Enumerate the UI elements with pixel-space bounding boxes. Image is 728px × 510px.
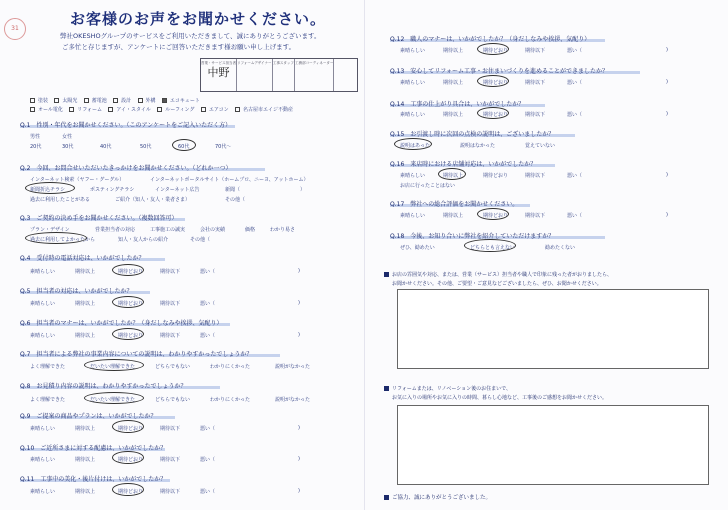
staff-table <box>200 58 358 92</box>
checkbox[interactable] <box>235 107 240 112</box>
option[interactable]: 悪い（ <box>200 489 216 495</box>
option[interactable]: 素晴らしい <box>30 489 56 495</box>
option[interactable]: その他（ <box>190 237 211 243</box>
option-selected[interactable]: 期待どおり <box>118 269 144 275</box>
option[interactable]: 70代～ <box>215 144 232 150</box>
intro-line-1: 弊社OKESHOグループのサービスをご利用いただきまして、誠にありがとうございます。 <box>60 32 321 40</box>
option-selected[interactable]: 期待どおり <box>483 112 509 118</box>
option[interactable]: 期待以下 <box>525 80 546 86</box>
question-q10: Q.10 ご近所さまに対する配慮は、いかがでしたか？ <box>20 445 167 452</box>
question-q2: Q.2 今回、お問合せいただいたきっかけをお聞かせください。（どれか一つ） <box>20 165 232 172</box>
option[interactable]: 過去に利用したことがある <box>30 197 91 203</box>
staff-cell-sales: 営業・サービス担当者 中野 <box>201 59 237 91</box>
question-q6: Q.6 担当者のマナーは、いかがでしたか？（身だしなみや挨拶、気配り） <box>20 320 223 327</box>
option[interactable]: 新聞（ <box>225 187 241 193</box>
checkbox[interactable] <box>84 98 89 103</box>
option[interactable]: ぜひ、勧めたい <box>400 245 435 251</box>
option[interactable]: 悪い（ <box>567 48 583 54</box>
option-selected[interactable]: 過去に利用してよかったから <box>30 237 96 243</box>
checkbox[interactable] <box>54 98 59 103</box>
question-q13: Q.13 安心してリフォーム工事・お住まいづくりを進めることができましたか？ <box>390 68 608 75</box>
checkbox[interactable] <box>108 107 113 112</box>
option[interactable]: 営業担当者の対応 <box>95 227 136 233</box>
option[interactable]: 素晴らしい <box>30 457 56 463</box>
intro-line-2: ご多忙と存じますが、アンケートにご回答いただきます様お願い申し上げます。 <box>62 43 296 51</box>
option[interactable]: お店に行ったことはない <box>400 183 456 189</box>
option[interactable]: 悪い（ <box>200 333 216 339</box>
option[interactable]: 期待以下 <box>525 112 546 118</box>
answer-circle <box>477 75 509 87</box>
comment-1-box[interactable] <box>397 289 709 369</box>
option-selected[interactable]: 期待どおり <box>118 457 144 463</box>
checkbox[interactable] <box>113 98 118 103</box>
option[interactable]: 素晴らしい <box>30 301 56 307</box>
bullet-icon <box>384 272 389 277</box>
option[interactable]: どちらでもない <box>155 364 190 370</box>
option[interactable]: 期待以下 <box>160 301 181 307</box>
option[interactable]: 素晴らしい <box>30 269 56 275</box>
option[interactable]: 悪い（ <box>200 301 216 307</box>
option[interactable]: 期待以上 <box>443 213 464 219</box>
option[interactable]: 素晴らしい <box>400 80 426 86</box>
answer-circle <box>112 451 144 464</box>
question-q3: Q.3 ご契約の決め手をお聞かせください。（複数回答可） <box>20 215 178 222</box>
comment-1-subheading: お聞かせください。その他、ご要望・ご意見などございましたら、ぜひ、お聞かせください。 <box>392 281 602 287</box>
comment-2-subheading: お気に入りの場所やお気に入りの時間、暮らし心地など、工事後のご感想をお聞かせください。 <box>392 395 608 401</box>
question-q7: Q.7 担当者による弊社の事業内容についての説明は、わかりやすかったでしょうか？ <box>20 351 253 358</box>
question-q12: Q.12 職人のマナーは、いかがでしたか？（身だしなみや挨拶、気配り） <box>390 36 591 43</box>
option-selected[interactable]: 期待どおり <box>483 213 509 219</box>
option[interactable]: 悪い（ <box>567 112 583 118</box>
option[interactable]: その他（ <box>225 197 246 203</box>
page-title: お客様のお声をお聞かせください。 <box>70 10 327 28</box>
option[interactable]: わかりにくかった <box>210 364 251 370</box>
option-selected[interactable]: 期待以上 <box>443 173 464 179</box>
checkbox[interactable] <box>30 98 35 103</box>
option[interactable]: よく理解できた <box>30 397 66 403</box>
option[interactable]: プラン・デザイン <box>30 227 70 233</box>
option[interactable]: 悪い（ <box>567 80 583 86</box>
checkbox[interactable] <box>30 107 35 112</box>
closing-message: ご協力、誠にありがとうございました。 <box>384 493 491 501</box>
comment-2-heading: リフォームまたは、リノベーション後のお住まいで、 <box>384 385 511 392</box>
paren-close: ) <box>666 79 668 85</box>
option[interactable]: 覚えていない <box>525 143 556 149</box>
option[interactable]: 期待以上 <box>75 426 96 432</box>
staff-cell-extra <box>334 59 357 91</box>
option[interactable]: わかり易さ <box>270 227 296 233</box>
paren-close: ) <box>298 300 300 306</box>
option[interactable]: 悪い（ <box>200 269 216 275</box>
option[interactable]: 素晴らしい <box>30 426 56 432</box>
paren-close: ) <box>666 111 668 117</box>
option[interactable]: 期待以上 <box>443 80 464 86</box>
option[interactable]: 期待以下 <box>160 269 181 275</box>
option[interactable]: 期待以下 <box>160 426 181 432</box>
paren-close: ) <box>298 332 300 338</box>
option[interactable]: インターネット検索（ヤフー・グーグル） <box>30 177 125 183</box>
option[interactable]: 悪い（ <box>567 173 583 179</box>
staff-cell-designer: リフォームデザイナー <box>237 59 273 91</box>
option-selected[interactable]: 期待どおり <box>118 301 144 307</box>
answer-circle <box>112 264 144 276</box>
staff-cell-construction: 工事スタッフ <box>273 59 296 91</box>
option[interactable]: インターネットポータルサイト（ホームプロ、ニーヨ、アットホーム） <box>150 177 309 183</box>
option[interactable]: 期待以下 <box>160 457 181 463</box>
option-selected[interactable]: 期待どおり <box>118 333 144 339</box>
bullet-icon <box>384 386 389 391</box>
option[interactable]: 素晴らしい <box>400 213 426 219</box>
option[interactable]: 価格 <box>245 227 256 233</box>
comment-2-box[interactable] <box>397 405 709 485</box>
paren-close: ) <box>666 172 668 178</box>
option-selected[interactable]: 期待どおり <box>483 48 509 54</box>
handwritten-staff-name: 中野 <box>207 66 230 79</box>
option[interactable]: 素晴らしい <box>30 333 56 339</box>
page-stamp: 31 <box>4 18 26 40</box>
answer-circle <box>477 43 509 55</box>
option-selected[interactable]: 期待どおり <box>118 489 144 495</box>
answer-circle <box>464 239 516 252</box>
checkbox[interactable] <box>138 98 143 103</box>
answer-circle <box>477 208 509 220</box>
answer-circle <box>84 359 144 371</box>
option[interactable]: 会社の実績 <box>200 227 226 233</box>
option[interactable]: 期待以下 <box>525 48 546 54</box>
option[interactable]: 期待以上 <box>75 269 96 275</box>
option[interactable]: 期待以上 <box>75 489 96 495</box>
staff-cell-coordinator: 工務部コーディネーター <box>295 59 334 91</box>
option[interactable]: 説明がなかった <box>275 364 311 370</box>
option[interactable]: 期待以上 <box>75 301 96 307</box>
option[interactable]: 期待以上 <box>443 112 464 118</box>
option[interactable]: 20代 <box>30 144 42 150</box>
option[interactable]: インターネット広告 <box>155 187 200 193</box>
option[interactable]: 悪い（ <box>567 213 583 219</box>
option[interactable]: 50代 <box>140 144 152 150</box>
answer-circle <box>172 139 196 151</box>
option[interactable]: 勧めたくない <box>545 245 576 251</box>
question-q15: Q.15 お引渡し時に次回の点検の説明は、ございましたか？ <box>390 131 555 138</box>
option[interactable]: 知人・友人からの紹介 <box>118 237 169 243</box>
question-q9: Q.9 ご提案の商品やプランは、いかがでしたか？ <box>20 413 157 420</box>
option[interactable]: 40代 <box>100 144 112 150</box>
option[interactable]: よく理解できた <box>30 364 66 370</box>
option-selected[interactable]: だいたい理解できた <box>90 397 136 403</box>
option[interactable]: 期待どおり <box>483 173 509 179</box>
option-selected[interactable]: 期待どおり <box>118 426 144 432</box>
answer-circle <box>112 483 144 496</box>
answer-circle <box>438 168 466 180</box>
option[interactable]: 期待以下 <box>160 489 181 495</box>
center-fold <box>364 0 365 510</box>
question-q16: Q.16 来店時における店舗対応は、いかがでしたか？ <box>390 161 537 168</box>
option[interactable]: ご紹介（知人・友人・業者さま） <box>115 197 191 203</box>
option[interactable]: 期待以上 <box>75 457 96 463</box>
option[interactable]: 説明がなかった <box>275 397 311 403</box>
option-selected[interactable]: だいたい理解できた <box>90 364 136 370</box>
option-selected[interactable]: 60代 <box>178 144 190 150</box>
option-selected[interactable]: 新聞折込チラシ <box>30 187 66 193</box>
question-q8: Q.8 お見積り内容の説明は、わかりやすかったでしょうか？ <box>20 383 187 390</box>
option[interactable]: 説明はなかった <box>460 143 496 149</box>
answer-circle <box>25 182 75 194</box>
question-q14: Q.14 工事の仕上がり具合は、いかがでしたか？ <box>390 101 525 108</box>
checkbox-checked[interactable] <box>162 98 167 103</box>
answer-circle <box>84 392 144 404</box>
answer-circle <box>112 296 144 308</box>
answer-circle <box>477 107 509 119</box>
option[interactable]: 素晴らしい <box>400 48 426 54</box>
checkbox[interactable] <box>157 107 162 112</box>
option[interactable]: 期待以下 <box>160 333 181 339</box>
option-selected[interactable]: 説明はあった <box>400 143 430 149</box>
bullet-icon <box>384 495 389 500</box>
option[interactable]: わかりにくかった <box>210 397 251 403</box>
option[interactable]: 期待以下 <box>525 213 546 219</box>
option[interactable]: 悪い（ <box>200 426 216 432</box>
question-q4: Q.4 受付時の電話対応は、いかがでしたか？ <box>20 255 145 262</box>
question-q5: Q.5 担当者の対応は、いかがでしたか？ <box>20 288 133 295</box>
option[interactable]: 女性 <box>62 134 73 140</box>
service-checkbox-row-2: オール電化 リフォーム アイ・スタイル ルーフィング エアコン 名古屋市エイジ不動産 <box>30 106 293 113</box>
answer-circle <box>112 328 144 340</box>
option[interactable]: 期待以下 <box>525 173 546 179</box>
service-checkbox-row-1: 塗装 太陽光 蓄電池 設計 外構 エコキュート <box>30 97 200 104</box>
option[interactable]: 素晴らしい <box>400 173 426 179</box>
question-q17: Q.17 弊社への総合評価をお聞かせください。 <box>390 201 519 208</box>
paren-close: ） <box>300 187 306 193</box>
paren-close: ) <box>298 456 300 462</box>
answer-circle <box>25 232 87 244</box>
option[interactable]: 30代 <box>62 144 74 150</box>
option-selected[interactable]: どちらとも言えない <box>470 245 516 251</box>
paren-close: ) <box>298 425 300 431</box>
option[interactable]: 期待以上 <box>443 48 464 54</box>
answer-circle <box>394 138 432 150</box>
question-q1: Q.1 性別・年代をお聞かせください。（このアンケートをご記入いただく方） <box>20 122 232 129</box>
paren-close: ) <box>666 212 668 218</box>
question-q18: Q.18 今後、お知り合いに弊社を紹介していただけますか？ <box>390 233 555 240</box>
checkbox[interactable] <box>201 107 206 112</box>
option[interactable]: 期待以上 <box>75 333 96 339</box>
option[interactable]: 男性 <box>30 134 41 140</box>
checkbox[interactable] <box>69 107 74 112</box>
answer-circle <box>112 420 144 433</box>
comment-1-heading: お店の雰囲気や対応、または、営業（サービス）担当者や職人で印象に残った者がおりましたら、 <box>384 271 612 278</box>
question-q11: Q.11 工事中の美化・後片付けは、いかがでしたか？ <box>20 476 167 483</box>
option[interactable]: 悪い（ <box>200 457 216 463</box>
paren-close: ) <box>298 268 300 274</box>
option-selected[interactable]: 期待どおり <box>483 80 509 86</box>
paren-close: ) <box>666 47 668 53</box>
option[interactable]: 素晴らしい <box>400 112 426 118</box>
paren-close: ) <box>298 488 300 494</box>
option[interactable]: ポスティングチラシ <box>90 187 135 193</box>
option[interactable]: どちらでもない <box>155 397 190 403</box>
option[interactable]: 工事施工の誠実 <box>150 227 186 233</box>
